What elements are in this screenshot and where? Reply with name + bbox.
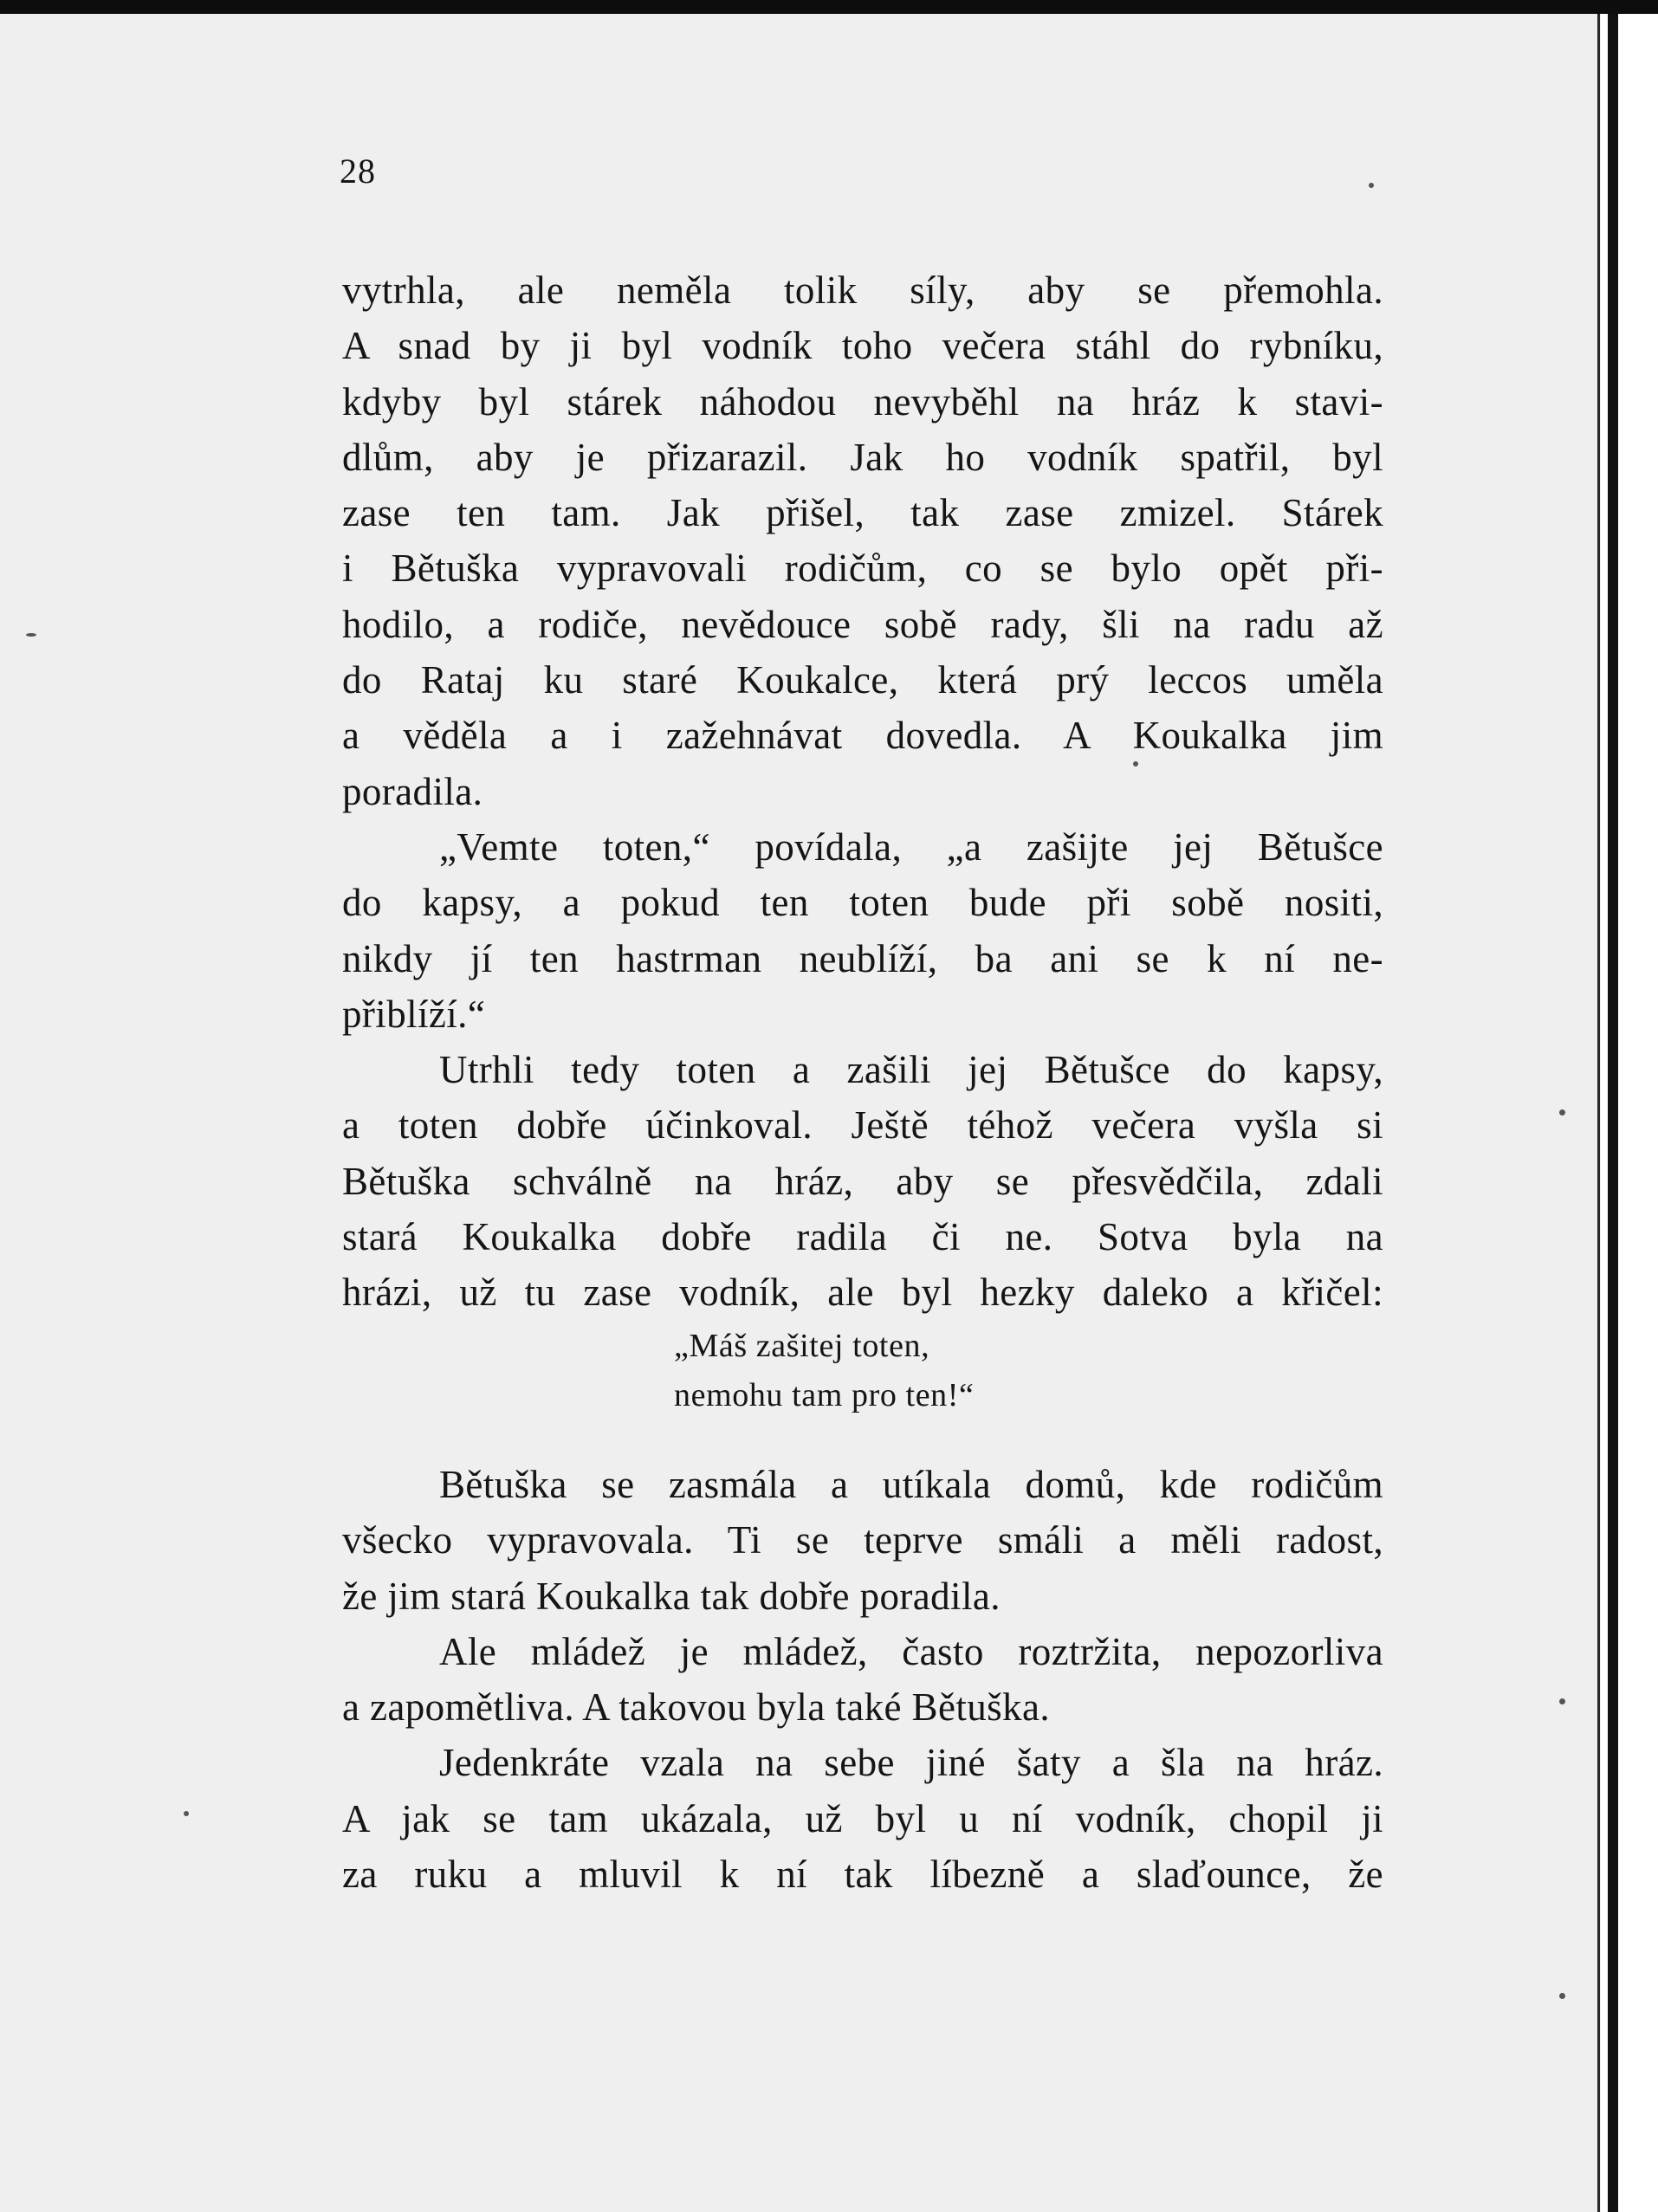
text-block-top <box>342 262 1383 1321</box>
scan-speck <box>1369 183 1374 188</box>
text-line: a věděla a i zažehnávat dovedla. A Koukalka jim <box>342 714 1383 758</box>
text-line: Bětuška se zasmála a utíkala domů, kde rodičům <box>439 1463 1383 1506</box>
scan-edge-line <box>1608 14 1618 2212</box>
text-line: a zapomětliva. A takovou byla také Bětuška. <box>342 1685 1050 1730</box>
text-line: Utrhli tedy toten a zašili jej Bětušce do kapsy, <box>439 1048 1383 1092</box>
text-line: i Bětuška vypravovali rodičům, co se bylo opět při- <box>342 547 1383 591</box>
scan-speck <box>1559 1109 1565 1116</box>
text-line: Ale mládež je mládež, často roztržita, nepozorliva <box>439 1629 1383 1673</box>
page-number: 28 <box>340 152 376 191</box>
text-line: Bětuška schválně na hráz, aby se přesvědčila, zdali <box>342 1159 1383 1203</box>
text-line: vytrhla, ale neměla tolik síly, aby se přemohla. <box>342 268 1383 312</box>
text-line: poradila. <box>342 769 483 813</box>
text-line: kdyby byl stárek náhodou nevyběhl na hráz k stavi- <box>342 379 1383 424</box>
scan-top-border <box>0 0 1658 14</box>
text-line: Jedenkráte vzala na sebe jiné šaty a šla na hráz. <box>439 1741 1383 1785</box>
text-line: že jim stará Koukalka tak dobře poradila. <box>342 1574 1001 1618</box>
scan-speck <box>26 633 36 637</box>
text-line: stará Koukalka dobře radila či ne. Sotva byla na <box>342 1215 1383 1259</box>
scan-speck <box>1133 761 1138 766</box>
text-line: za ruku a mluvil k ní tak líbezně a slaďounce, že <box>342 1853 1383 1897</box>
text-line: všecko vypravovala. Ti se teprve smáli a měli radost, <box>342 1518 1383 1562</box>
scan-speck <box>184 1811 189 1816</box>
text-block-bottom <box>342 1457 1383 1902</box>
verse-line: nemohu tam pro ten!“ <box>674 1377 975 1413</box>
text-line: nikdy jí ten hastrman neublíží, ba ani se k ní ne- <box>342 936 1383 980</box>
text-line: přiblíží.“ <box>342 992 486 1036</box>
text-line: hodilo, a rodiče, nevědouce sobě rady, šli na radu až <box>342 602 1383 646</box>
book-page <box>0 14 1601 2212</box>
text-line: „Vemte toten,“ povídala, „a zašijte jej Bětušce <box>439 825 1383 869</box>
text-line: a toten dobře účinkoval. Ještě téhož večera vyšla si <box>342 1103 1383 1148</box>
text-line: A snad by ji byl vodník toho večera stáhl do rybníku, <box>342 324 1383 368</box>
scan-speck <box>1559 1698 1565 1704</box>
text-line: do Rataj ku staré Koukalce, která prý leccos uměla <box>342 658 1383 702</box>
verse-quote <box>674 1322 975 1420</box>
text-line: A jak se tam ukázala, už byl u ní vodník, chopil ji <box>342 1796 1383 1840</box>
text-line: zase ten tam. Jak přišel, tak zase zmizel. Stárek <box>342 491 1383 535</box>
scan-edge-line-thin <box>1597 14 1600 2212</box>
text-line: hrázi, už tu zase vodník, ale byl hezky daleko a křičel: <box>342 1271 1383 1315</box>
verse-line: „Máš zašitej toten, <box>674 1328 930 1364</box>
text-line: dlům, aby je přizarazil. Jak ho vodník spatřil, byl <box>342 435 1383 479</box>
text-line: do kapsy, a pokud ten toten bude při sobě nositi, <box>342 881 1383 925</box>
scan-speck <box>1559 1993 1565 1999</box>
